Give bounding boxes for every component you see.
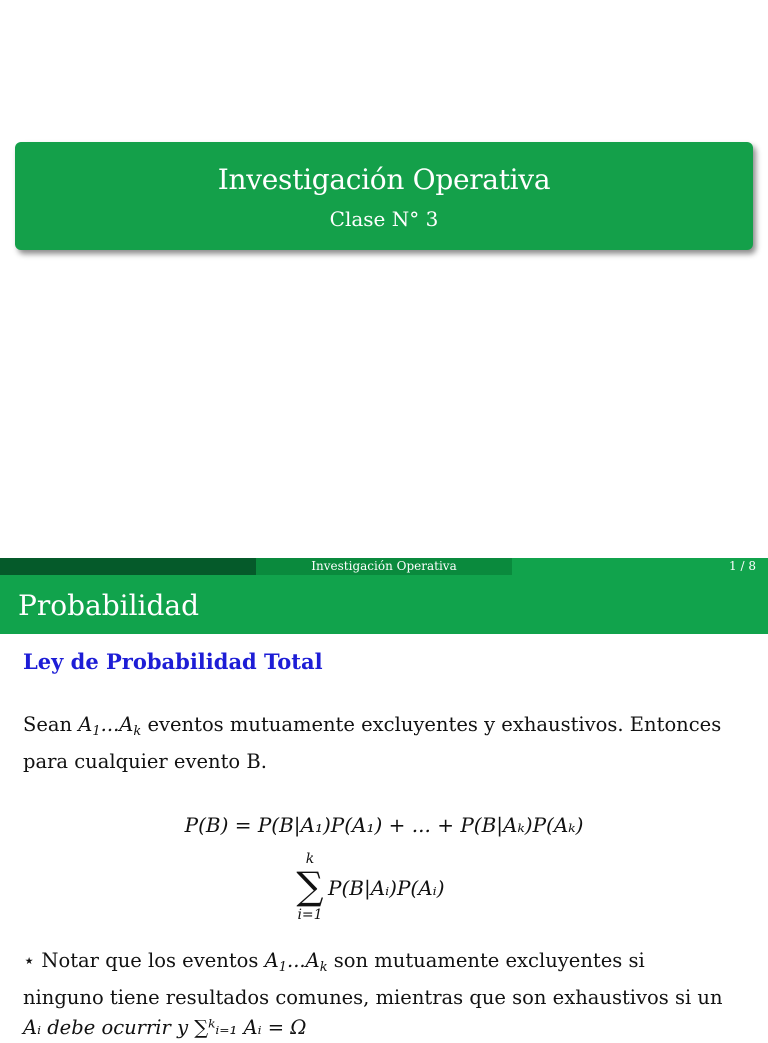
- summation-expression: P(B|Aᵢ)P(Aᵢ): [328, 876, 445, 900]
- title-box: [15, 142, 753, 250]
- block-title: Ley de Probabilidad Total: [23, 649, 323, 674]
- sum-lower-limit: i=1: [297, 907, 323, 923]
- presentation-subtitle: Clase N° 3: [329, 207, 439, 231]
- info-bar-right-segment: [512, 558, 768, 575]
- para1-rest: eventos mutuamente excluyentes y exhaustivos. Entonces: [147, 713, 722, 736]
- frame-title-bar: [0, 575, 768, 634]
- note-paragraph: [23, 946, 753, 1043]
- note-line1-b: son mutuamente excluyentes si: [333, 949, 645, 972]
- note-line2: ninguno tiene resultados comunes, mientras que son exhaustivos si un: [23, 986, 723, 1009]
- page-number: 1 / 8: [729, 559, 756, 573]
- sum-sign: ∑: [296, 864, 324, 908]
- equation-text: P(B) = P(B|A₁)P(A₁) + ... + P(B|Aₖ)P(Aₖ): [184, 813, 584, 837]
- slide-info-bar: [0, 558, 768, 575]
- para1-start: Sean: [23, 713, 73, 736]
- definition-paragraph: [23, 710, 753, 777]
- frame-title: Probabilidad: [18, 589, 200, 622]
- note-line3: Aᵢ debe ocurrir y ∑ᵏᵢ₌₁ Aᵢ = Ω: [23, 1016, 307, 1039]
- info-bar-center-segment: [256, 558, 512, 575]
- star-icon: ⋆: [23, 949, 36, 972]
- note-line1-a: Notar que los eventos: [41, 949, 259, 972]
- total-probability-equation: [0, 808, 768, 842]
- sum-upper-limit: k: [305, 851, 315, 867]
- info-bar-left-segment: [0, 558, 256, 575]
- presentation-title: Investigación Operativa: [217, 163, 551, 196]
- events-range-math: $A_1...A_k$: [78, 713, 142, 739]
- summation-symbol-block: [290, 850, 330, 926]
- para1-line2: para cualquier evento B.: [23, 750, 267, 773]
- note-events-math: $A_1...A_k$: [264, 949, 328, 975]
- info-bar-title: Investigación Operativa: [311, 559, 457, 573]
